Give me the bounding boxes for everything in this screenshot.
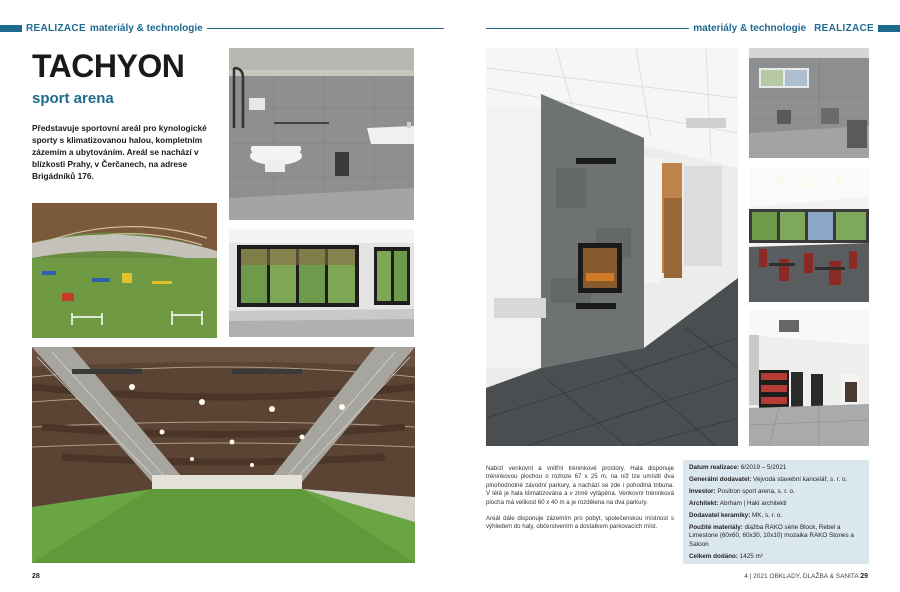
info-row: Generální dodavatel: Vejvoda stavební kancelář, s. r. o.	[689, 476, 848, 483]
header-rule	[486, 28, 689, 29]
issue-number: 4 | 2021	[744, 573, 768, 580]
article-body-paragraph: Areál dále disponuje zázemím pro pobyt, společenskou místnost s výhledem do haly, občerstvením a dostatkem parkovacích míst.	[486, 515, 674, 531]
photo-main-hall	[32, 347, 415, 563]
article-title: TACHYON	[32, 48, 185, 84]
article-body-paragraph: Nabízí venkovní a vnitřní tréninkové prostory. Hala disponuje tréninkovou plochou o rozloze 67 x 25 m, na níž lze umístit dva plnohodnotné závodní parkury, a nachází se zde i pohodlná tribuna. V létě je hala klimatizována a v zimě vytápěna. Venkovní tréninková plocha má velikost 60 x 40 m a je rozdělena na dva parkury.	[486, 465, 674, 506]
info-row: Datum realizace: 6/2019 – 5/2021	[689, 464, 787, 471]
photo-shower-room	[749, 48, 869, 158]
header-section: REALIZACE	[814, 22, 874, 34]
header-rule	[207, 28, 444, 29]
info-row: Dodavatel keramiky: MK, s. r. o.	[689, 512, 783, 519]
header-bar	[878, 25, 900, 32]
info-row: Použité materiály: dlažba RAKO série Block, Rebel a Limestone (60x60, 60x30, 10x10) mozaika RAKO Stones a Saloon	[689, 524, 854, 548]
running-header-right	[486, 22, 900, 34]
page-number-left: 28	[32, 573, 40, 580]
info-row: Celkem dodáno: 1425 m²	[689, 552, 763, 560]
header-bar	[0, 25, 22, 32]
project-info-box	[683, 460, 869, 564]
photo-storage-room	[749, 310, 869, 446]
photo-bathroom	[229, 48, 414, 220]
running-header-left	[0, 22, 444, 34]
info-row: Architekt: Abrham | Hakl architekti	[689, 500, 787, 507]
photo-arena-training	[32, 203, 217, 338]
header-topic: materiály & technologie	[693, 22, 807, 34]
page-number-right: 29	[860, 573, 868, 580]
photo-cafeteria	[749, 167, 869, 302]
article-subtitle: sport arena	[32, 90, 114, 107]
article-body	[486, 465, 674, 540]
article-intro: Představuje sportovní areál pro kynologické sporty s klimatizovanou halou, kompletním zázemím a ubytováním. Areál se nachází v blízkosti Prahy, v Čerčanech, na adrese Brigádníků 176.	[32, 123, 207, 181]
header-topic: materiály & technologie	[89, 22, 203, 34]
footer-right	[744, 573, 868, 580]
magazine-name: OBKLADY, DLAŽBA & SANITA	[769, 573, 859, 580]
info-row: Investor: Positron sport arena, s. r. o.	[689, 488, 795, 495]
photo-lounge-window	[229, 229, 414, 337]
header-section: REALIZACE	[26, 22, 86, 34]
photo-fireplace-corridor	[486, 48, 738, 446]
